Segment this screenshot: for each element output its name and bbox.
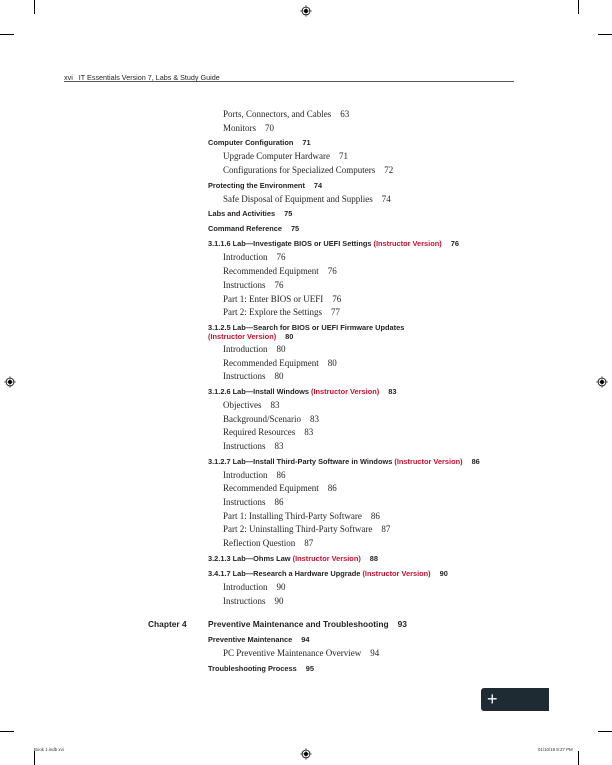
toc-page-number: 76 bbox=[327, 266, 337, 277]
toc-section bbox=[208, 206, 538, 221]
toc-item bbox=[208, 469, 538, 483]
toc-item bbox=[208, 293, 538, 307]
toc-section-title: Protecting the Environment bbox=[208, 180, 305, 190]
toc-page-number: 76 bbox=[276, 252, 286, 263]
toc-item bbox=[208, 108, 538, 122]
toc-section bbox=[208, 632, 538, 647]
logo-text: StudyX bbox=[481, 715, 530, 731]
toc-page-number: 90 bbox=[439, 568, 448, 578]
toc-lab bbox=[208, 236, 538, 251]
footer-file: Book 1.indb xvi bbox=[34, 747, 64, 752]
toc-item bbox=[208, 647, 538, 661]
instructor-version-tag: (Instructor Version) bbox=[362, 568, 431, 578]
toc-chapter-title: Preventive Maintenance and Troubleshooting bbox=[208, 619, 389, 630]
toc-item bbox=[208, 537, 538, 551]
registration-mark-icon bbox=[596, 376, 608, 388]
plus-icon: + bbox=[487, 689, 498, 709]
toc-page-number: 87 bbox=[381, 524, 391, 535]
toc-item-title: PC Preventive Maintenance Overview bbox=[223, 648, 362, 659]
toc-page-number: 94 bbox=[301, 635, 310, 645]
instructor-version-tag: (Instructor Version) bbox=[394, 456, 463, 466]
crop-mark bbox=[578, 751, 579, 765]
toc-page-number: 76 bbox=[274, 279, 284, 290]
toc-lab-title: 3.4.1.7 Lab—Research a Hardware Upgrade bbox=[208, 568, 361, 578]
toc-section-title: Computer Configuration bbox=[208, 138, 294, 148]
toc-page-number: 74 bbox=[381, 193, 391, 204]
toc-item bbox=[208, 306, 538, 320]
toc-page-number: 86 bbox=[274, 497, 284, 508]
toc-page-number: 76 bbox=[332, 293, 342, 304]
toc-lab-title: 3.1.2.6 Lab—Install Windows bbox=[208, 386, 309, 396]
toc-chapter bbox=[148, 616, 538, 632]
toc-page-number: 86 bbox=[370, 510, 380, 521]
toc-section-title: Labs and Activities bbox=[208, 209, 276, 219]
toc-item bbox=[208, 482, 538, 496]
toc-item-title: Introduction bbox=[223, 343, 268, 354]
toc-section bbox=[208, 221, 538, 236]
crop-mark bbox=[0, 731, 14, 732]
toc-lab bbox=[208, 551, 538, 566]
toc-page-number: 80 bbox=[274, 371, 284, 382]
toc-item bbox=[208, 440, 538, 454]
toc-item-title: Instructions bbox=[223, 371, 266, 382]
toc-item-title: Ports, Connectors, and Cables bbox=[223, 109, 332, 119]
toc-page-number: 72 bbox=[384, 165, 394, 176]
toc-item-title: Recommended Equipment bbox=[223, 357, 319, 368]
toc-lab bbox=[208, 384, 538, 399]
toc-item bbox=[208, 370, 538, 384]
toc-item-title: Part 1: Installing Third-Party Software bbox=[223, 510, 362, 521]
toc-lab bbox=[208, 320, 538, 343]
toc-page-number: 70 bbox=[265, 122, 275, 133]
registration-mark-icon bbox=[300, 748, 312, 760]
toc-item bbox=[208, 399, 538, 413]
toc-item bbox=[208, 523, 538, 537]
toc-item-title: Recommended Equipment bbox=[223, 266, 319, 277]
toc-page-number: 76 bbox=[450, 239, 459, 249]
toc-section bbox=[208, 135, 538, 150]
toc-item-title: Monitors bbox=[223, 122, 257, 133]
toc-page-number: 86 bbox=[276, 469, 286, 480]
toc-item-title: Part 1: Enter BIOS or UEFI bbox=[223, 293, 324, 304]
crop-mark bbox=[598, 731, 612, 732]
toc-lab-title: 3.2.1.3 Lab—Ohms Law bbox=[208, 553, 291, 563]
toc-page-number: 86 bbox=[471, 456, 480, 466]
toc-item-title: Background/Scenario bbox=[223, 413, 301, 424]
toc-page-number: 71 bbox=[338, 151, 348, 162]
toc-item bbox=[208, 251, 538, 265]
toc-item-title: Reflection Question bbox=[223, 538, 296, 549]
toc-section bbox=[208, 661, 538, 676]
toc-page-number: 71 bbox=[302, 138, 311, 148]
toc-page-number: 93 bbox=[397, 619, 407, 630]
toc-item-title: Configurations for Specialized Computers bbox=[223, 165, 376, 176]
toc-item-title: Objectives bbox=[223, 399, 262, 410]
toc-item-title: Required Resources bbox=[223, 427, 296, 438]
crop-mark bbox=[578, 0, 579, 14]
header-rule bbox=[64, 81, 514, 82]
toc-item-title: Instructions bbox=[223, 497, 266, 508]
toc-item-title: Instructions bbox=[223, 595, 266, 606]
toc-item-title: Introduction bbox=[223, 581, 268, 592]
toc-page-number: 80 bbox=[276, 343, 286, 354]
studyx-logo bbox=[481, 688, 549, 731]
toc-page-number: 83 bbox=[309, 413, 319, 424]
instructor-version-tag: (Instructor Version) bbox=[373, 239, 442, 249]
toc-item bbox=[208, 193, 538, 207]
registration-mark-icon bbox=[300, 5, 312, 17]
crop-mark bbox=[34, 0, 35, 14]
crop-mark bbox=[0, 34, 14, 35]
toc-item-title: Part 2: Explore the Settings bbox=[223, 307, 322, 318]
toc-page-number: 83 bbox=[304, 427, 314, 438]
toc-item bbox=[208, 496, 538, 510]
toc-page-number: 63 bbox=[340, 109, 350, 119]
toc-item-title: Upgrade Computer Hardware bbox=[223, 151, 330, 162]
toc-item-title: Part 2: Uninstalling Third-Party Software bbox=[223, 524, 373, 535]
toc-section-title: Troubleshooting Process bbox=[208, 663, 297, 673]
toc-item bbox=[208, 343, 538, 357]
footer-date: 01/10/19 9:27 PM bbox=[538, 747, 573, 752]
toc-page-number: 83 bbox=[274, 441, 284, 451]
toc-item bbox=[208, 426, 538, 440]
page-number: xvi bbox=[64, 73, 73, 82]
toc-page-number: 83 bbox=[388, 386, 397, 396]
toc-page-number: 88 bbox=[369, 553, 379, 563]
toc-item bbox=[208, 150, 538, 164]
toc-page-number: 95 bbox=[305, 663, 314, 673]
toc-page-number: 74 bbox=[313, 180, 323, 190]
toc-item-title: Introduction bbox=[223, 252, 268, 263]
toc-lab-title: 3.1.2.5 Lab—Search for BIOS or UEFI Firmware Updates bbox=[208, 322, 405, 332]
toc-item bbox=[208, 413, 538, 427]
toc-item bbox=[208, 265, 538, 279]
toc-item-title: Recommended Equipment bbox=[223, 483, 319, 494]
toc-page-number: 86 bbox=[327, 483, 337, 494]
registration-mark-icon bbox=[4, 376, 16, 388]
toc-item bbox=[208, 510, 538, 524]
toc-page-number: 94 bbox=[370, 648, 380, 659]
toc-item bbox=[208, 279, 538, 293]
instructor-version-tag: (Instructor Version) bbox=[311, 386, 380, 396]
toc-item bbox=[208, 164, 538, 178]
toc-page-number: 80 bbox=[285, 332, 294, 342]
toc-lab bbox=[208, 454, 538, 469]
toc-lab bbox=[208, 566, 538, 581]
toc-item-title: Instructions bbox=[223, 441, 266, 451]
crop-mark bbox=[598, 34, 612, 35]
toc-section-title: Preventive Maintenance bbox=[208, 635, 293, 645]
instructor-version-tag: (Instructor Version) bbox=[292, 553, 361, 563]
toc-lab-title: 3.1.2.7 Lab—Install Third-Party Software in Windows bbox=[208, 456, 393, 466]
toc-page-number: 75 bbox=[290, 224, 300, 234]
toc-item bbox=[208, 581, 538, 595]
toc-page-number: 87 bbox=[304, 538, 314, 549]
toc-section-title: Command Reference bbox=[208, 224, 282, 234]
toc-page-number: 80 bbox=[327, 357, 337, 368]
toc-item bbox=[208, 595, 538, 609]
toc-section bbox=[208, 178, 538, 193]
toc-item-title: Introduction bbox=[223, 469, 268, 480]
toc-page-number: 75 bbox=[284, 209, 293, 219]
toc-lab-title: 3.1.1.6 Lab—Investigate BIOS or UEFI Settings bbox=[208, 239, 372, 249]
book-title: IT Essentials Version 7, Labs & Study Guide bbox=[78, 73, 220, 82]
toc-page-number: 83 bbox=[270, 399, 280, 410]
instructor-version-tag: (Instructor Version) bbox=[208, 332, 277, 342]
toc-page-number: 90 bbox=[276, 581, 286, 592]
toc-item-title: Instructions bbox=[223, 279, 266, 290]
chapter-label: Chapter 4 bbox=[148, 619, 187, 630]
table-of-contents bbox=[148, 108, 538, 676]
crop-mark bbox=[34, 751, 35, 765]
toc-page-number: 90 bbox=[274, 595, 284, 606]
toc-item bbox=[208, 122, 538, 136]
toc-page-number: 77 bbox=[331, 307, 340, 318]
toc-item bbox=[208, 357, 538, 371]
toc-item-title: Safe Disposal of Equipment and Supplies bbox=[223, 193, 373, 204]
